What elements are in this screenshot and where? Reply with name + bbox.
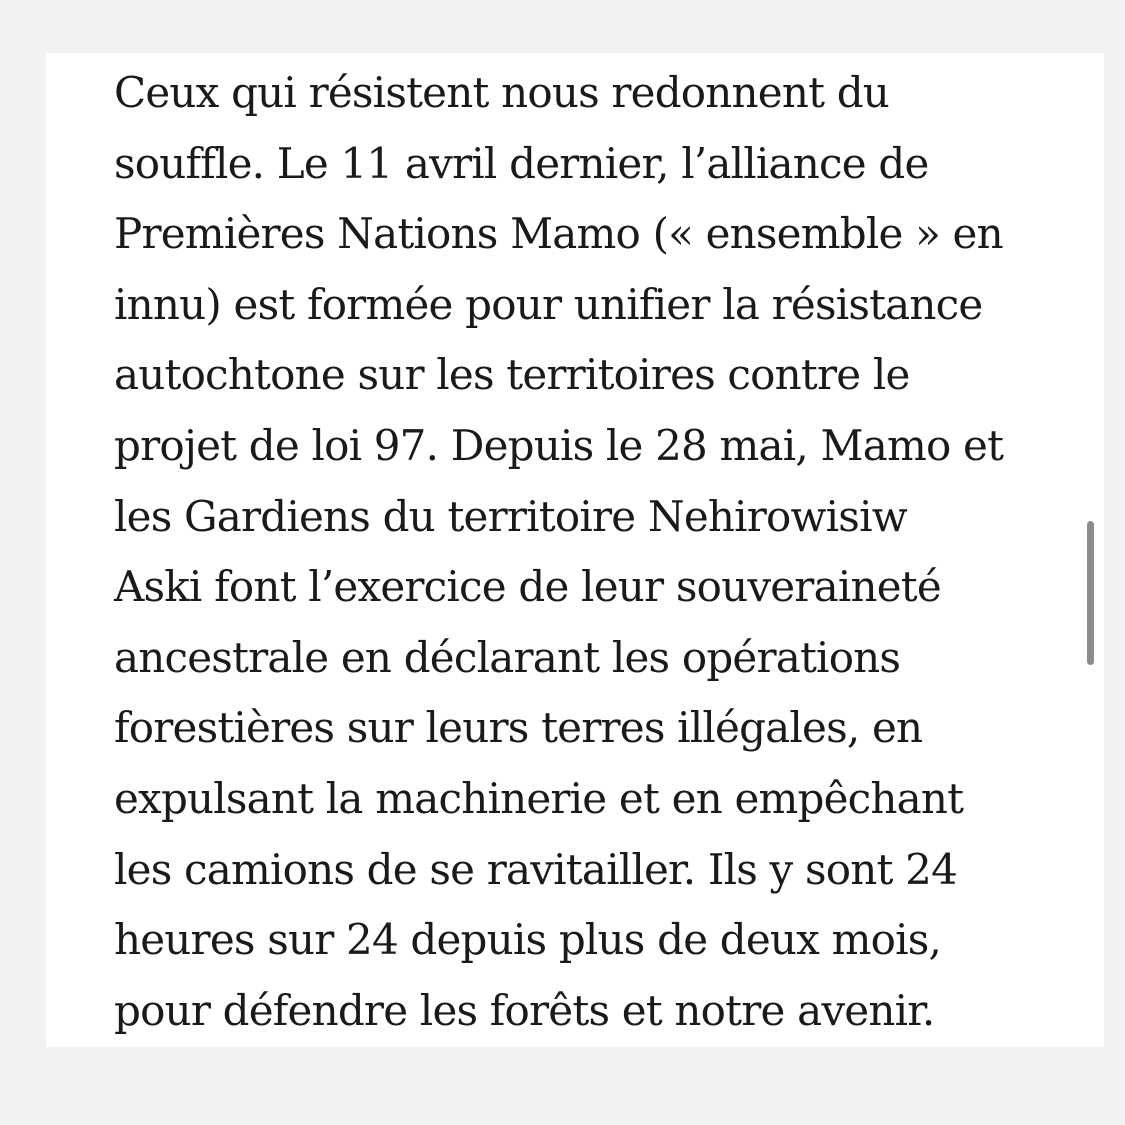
paragraph-line: innu) est formée pour unifier la résistance <box>114 280 983 329</box>
paragraph-line: les Gardiens du territoire Nehirowisiw <box>114 492 907 541</box>
paragraph-line: pour défendre les forêts et notre avenir. <box>114 986 935 1035</box>
paragraph-line: projet de loi 97. Depuis le 28 mai, Mamo et <box>114 421 1004 470</box>
paragraph-line: Premières Nations Mamo (« ensemble » en <box>114 209 1003 258</box>
paragraph-line: ancestrale en déclarant les opérations <box>114 633 901 682</box>
paragraph-line: forestières sur leurs terres illégales, en <box>114 703 923 752</box>
paragraph-line: les camions de se ravitailler. Ils y sont 24 <box>114 845 957 894</box>
paragraph-line: heures sur 24 depuis plus de deux mois, <box>114 915 942 964</box>
scrollbar-thumb[interactable] <box>1087 521 1094 665</box>
paragraph-line: expulsant la machinerie et en empêchant <box>114 774 964 823</box>
paragraph-line: autochtone sur les territoires contre le <box>114 350 910 399</box>
paragraph-line: Ceux qui résistent nous redonnent du <box>114 68 890 117</box>
paragraph-line: Aski font l’exercice de leur souveraineté <box>114 562 941 611</box>
article-card <box>46 53 1104 1047</box>
paragraph-line: souffle. Le 11 avril dernier, l’alliance de <box>114 139 929 188</box>
